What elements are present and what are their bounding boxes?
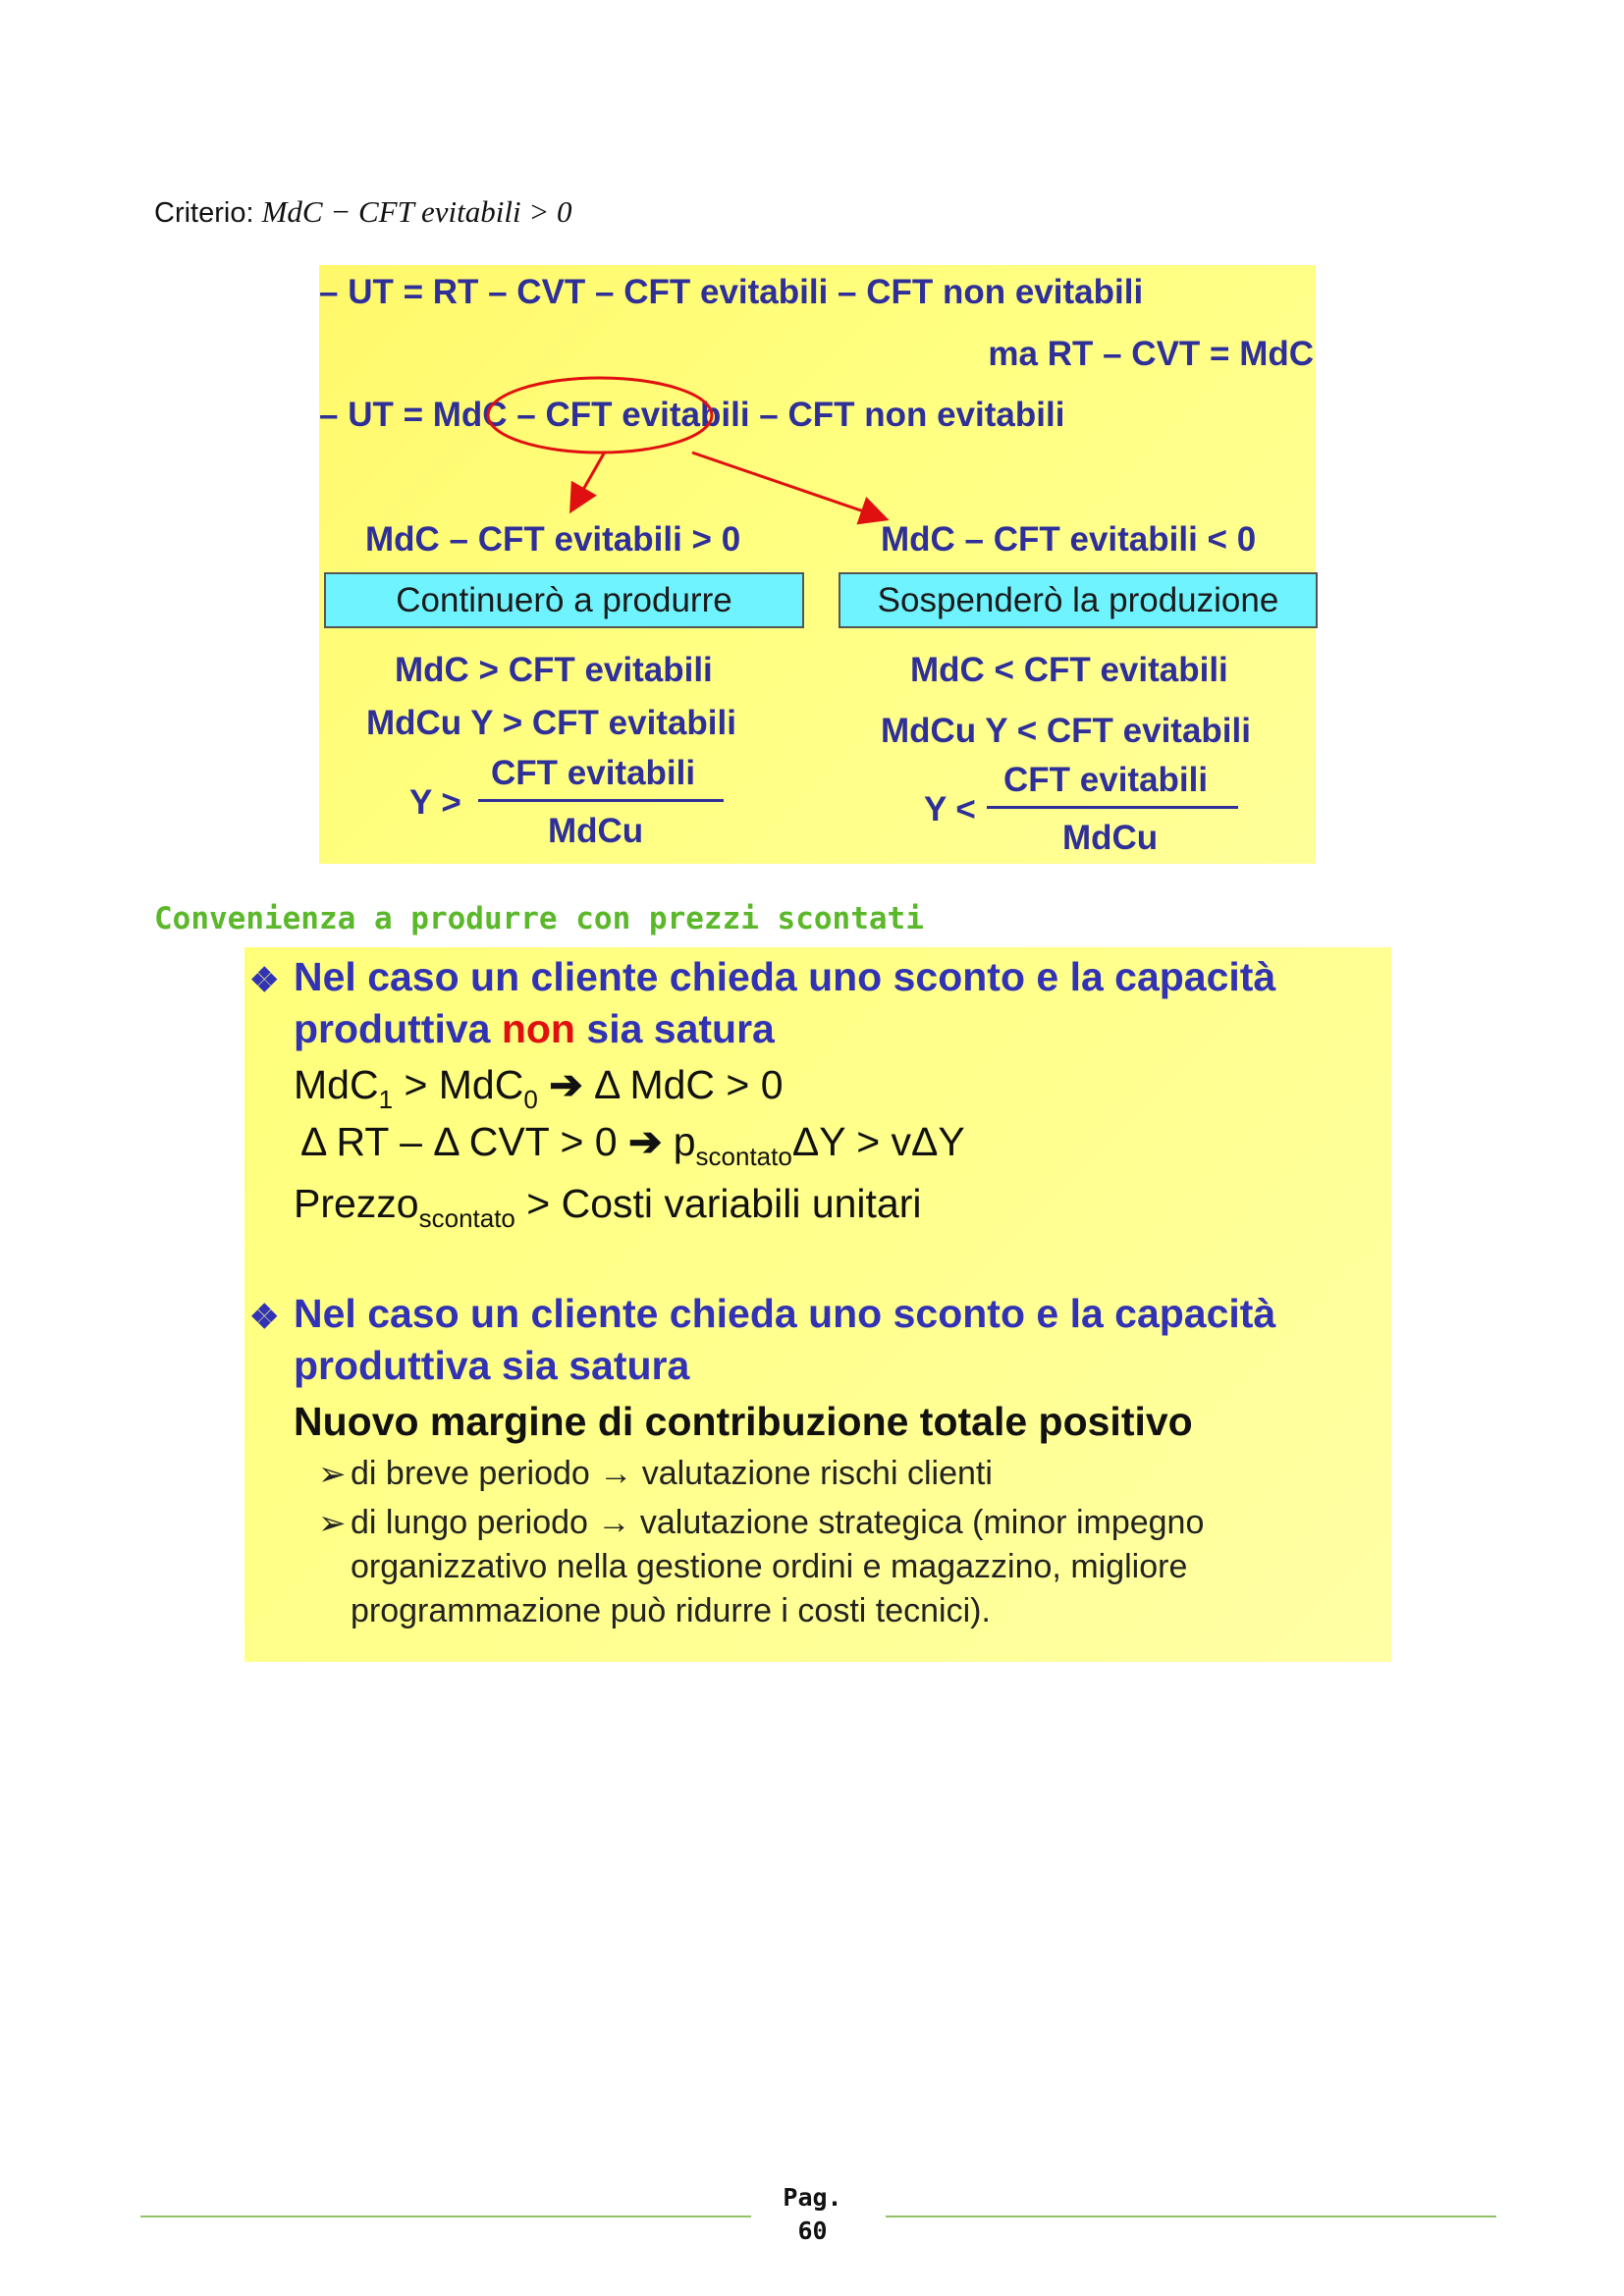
eq1-b-sub: 0 [523, 1085, 538, 1114]
sub-bullet-1: di breve periodo → valutazione rischi clienti [351, 1455, 993, 1492]
footer-line-right [886, 2216, 1496, 2217]
sub-bullet-2-line-1: di lungo periodo → valutazione strategica (minor impegno [351, 1504, 1205, 1541]
arrow-left [572, 454, 604, 508]
right-condition: MdC – CFT evitabili < 0 [881, 520, 1257, 559]
right-frac-prefix: Y < [924, 790, 976, 828]
bullet-1-line-2-post: sia satura [586, 1006, 775, 1051]
left-frac-numerator: CFT evitabili [491, 754, 696, 792]
criterio-line [154, 194, 572, 230]
eq1-c: Δ MdC > 0 [593, 1062, 784, 1107]
bullet-2-line-2: produttiva sia satura [294, 1343, 690, 1388]
arrow-icon: ➔ [617, 1119, 674, 1164]
equation-rt-cvt [300, 1118, 965, 1171]
right-frac-denominator: MdCu [1062, 819, 1159, 857]
right-decision-box: Sospenderò la produzione [839, 572, 1318, 628]
eq3-a: Prezzo [294, 1181, 419, 1226]
left-fraction-bar [478, 799, 724, 802]
equation-mdc [294, 1061, 784, 1114]
right-ineq-2: MdCu Y < CFT evitabili [881, 712, 1251, 750]
slide-criterio [319, 265, 1316, 864]
arrow-right [692, 453, 884, 518]
left-ineq-2: MdCu Y > CFT evitabili [366, 704, 736, 742]
right-frac-numerator: CFT evitabili [1003, 761, 1209, 799]
arrowhead-bullet-icon: ➢ [318, 1505, 347, 1542]
eq1-a-sub: 1 [378, 1085, 394, 1114]
equation-prezzo [294, 1181, 922, 1233]
left-frac-denominator: MdCu [548, 812, 644, 850]
eq1-b: > MdC [393, 1062, 524, 1107]
bullet-2-line-1: Nel caso un cliente chieda uno sconto e la capacità [294, 1291, 1276, 1336]
equation-line-3-circled: MdC – CFT evitabili [432, 396, 750, 434]
equation-line-1: – UT = RT – CVT – CFT evitabili – CFT non evitabili [319, 273, 1144, 311]
page-number [746, 2181, 879, 2248]
slide-prezzi-scontati [244, 947, 1391, 1662]
equation-line-3-post: – CFT non evitabili [759, 396, 1065, 434]
eq3-a-sub: scontato [418, 1203, 515, 1233]
bullet-1-line-2 [294, 1006, 775, 1052]
arrow-icon: ➔ [537, 1062, 594, 1107]
page-number-value: 60 [797, 2216, 828, 2245]
arrowhead-bullet-icon: ➢ [318, 1456, 347, 1493]
sub-bullet-2-line-3: programmazione può ridurre i costi tecnici). [351, 1592, 991, 1629]
right-ineq-1: MdC < CFT evitabili [910, 651, 1228, 689]
bullet-1-line-2-pre: produttiva [294, 1006, 491, 1051]
left-condition: MdC – CFT evitabili > 0 [365, 520, 741, 559]
eq2-a: Δ RT – Δ CVT > 0 [300, 1119, 618, 1164]
eq2-c: ΔY > vΔY [791, 1119, 965, 1164]
eq2-b: p [673, 1119, 696, 1164]
left-decision-box: Continuerò a produrre [324, 572, 804, 628]
left-frac-prefix: Y > [409, 783, 461, 822]
page-label: Pag. [783, 2183, 842, 2212]
right-fraction-bar [987, 806, 1238, 809]
sub-bullet-2-line-2: organizzativo nella gestione ordini e magazzino, migliore [351, 1548, 1188, 1585]
equation-line-2: ma RT – CVT = MdC [988, 335, 1314, 373]
diamond-bullet-icon: ❖ [249, 962, 280, 999]
left-ineq-1: MdC > CFT evitabili [395, 651, 713, 689]
criterio-label: Criterio: [154, 197, 254, 229]
nuovo-margine: Nuovo margine di contribuzione totale positivo [294, 1399, 1193, 1444]
footer-line-left [140, 2216, 751, 2217]
highlight-ellipse [488, 378, 712, 453]
eq3-b: > Costi variabili unitari [514, 1181, 922, 1226]
bullet-1-highlight-non: non [501, 1006, 575, 1051]
equation-line-3-pre: – UT = [319, 396, 424, 434]
eq2-b-sub: scontato [695, 1142, 792, 1171]
diamond-bullet-icon: ❖ [249, 1299, 280, 1336]
section-heading: Convenienza a produrre con prezzi scontati [154, 901, 924, 936]
bullet-1-line-1: Nel caso un cliente chieda uno sconto e la capacità [294, 954, 1276, 999]
criterio-formula: MdC − CFT evitabili > 0 [261, 194, 572, 229]
eq1-a: MdC [294, 1062, 379, 1107]
